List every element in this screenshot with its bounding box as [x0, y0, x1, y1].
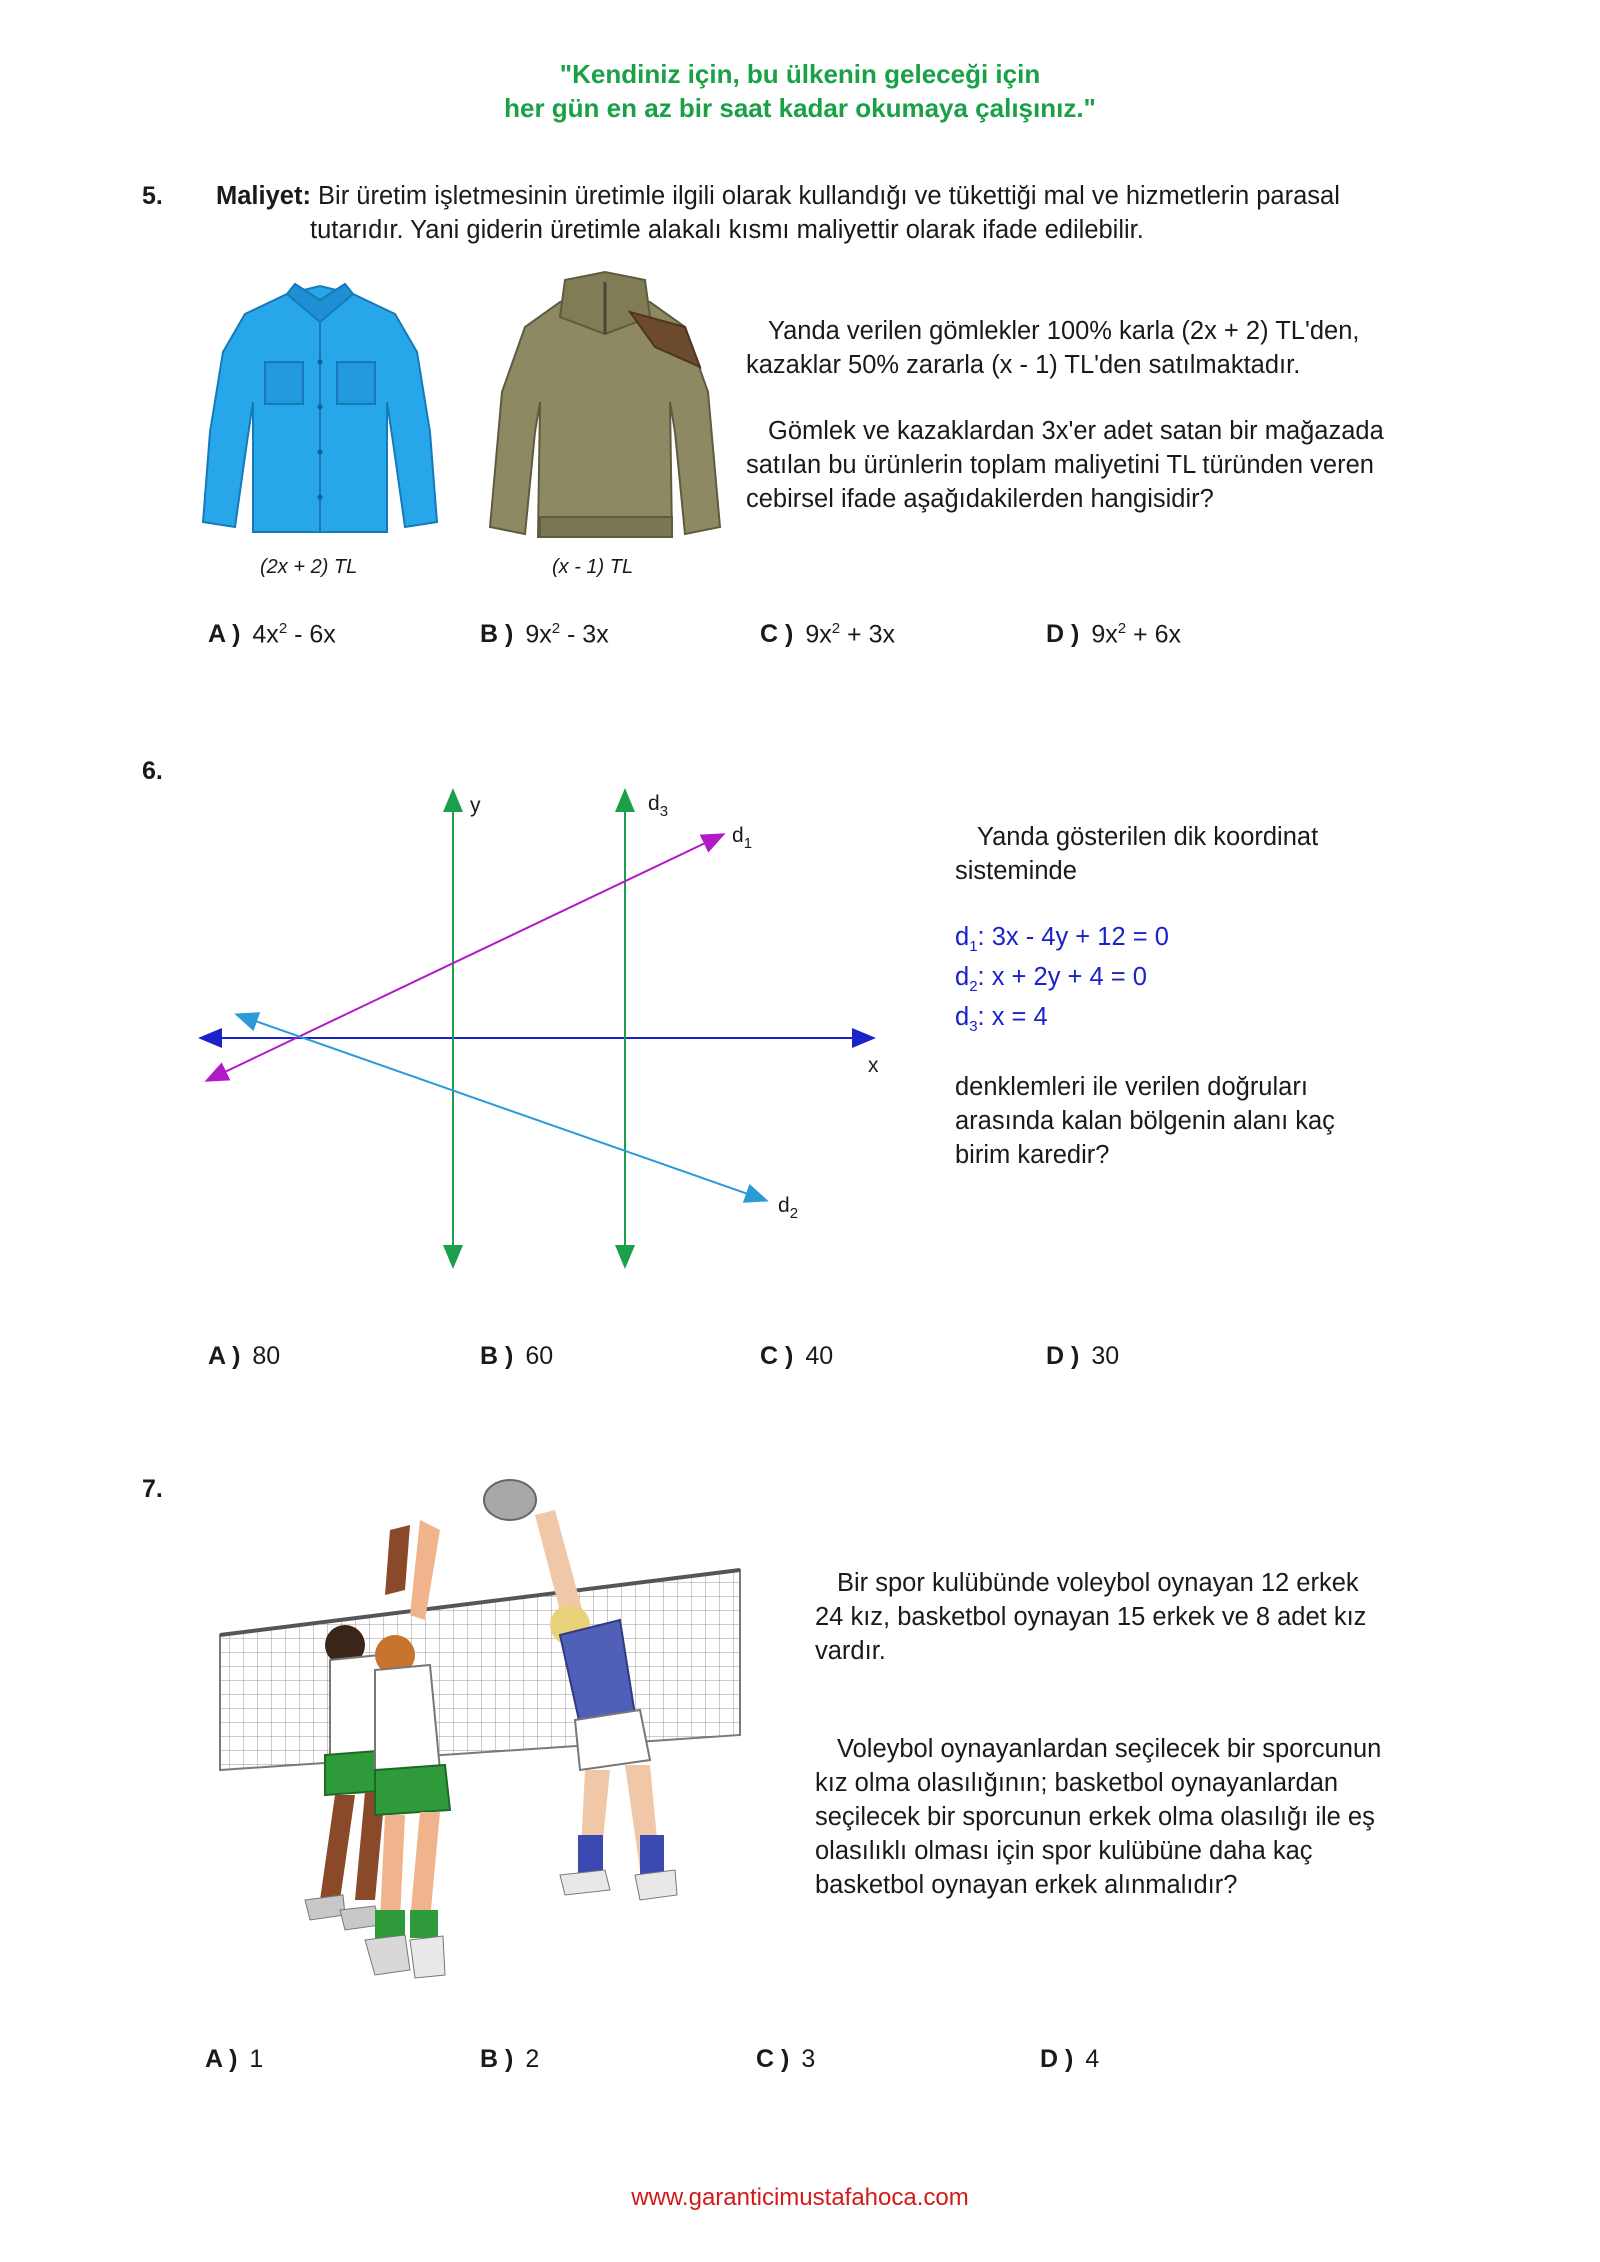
option-value: 40 — [805, 1342, 834, 1370]
q5-paragraph-1-line2: kazaklar 50% zararla (x - 1) TL'den satılmaktadır. — [746, 351, 1301, 379]
d2-label — [778, 1194, 798, 1222]
option-rest: - 3x — [560, 620, 609, 649]
eq-letter: d — [955, 1003, 970, 1031]
option-term: 9x — [805, 620, 832, 649]
q5-definition-line2: tutarıdır. Yani giderin üretimle alakalı kısmı maliyettir olarak ifade edilebilir. — [310, 216, 1144, 244]
option-letter: C ) — [760, 620, 794, 649]
motto-line-2: her gün en az bir saat kadar okumaya çalışınız." — [504, 93, 1096, 123]
q6-option-c[interactable] — [760, 1342, 833, 1371]
eq-body: : 3x - 4y + 12 = 0 — [977, 923, 1169, 951]
sweater-price-caption: (x - 1) TL — [552, 556, 634, 578]
q7-paragraph-2-line3: seçilecek bir sporcunun erkek olma olasılığı ile eş — [815, 1803, 1375, 1831]
q7-option-a[interactable] — [205, 2045, 263, 2074]
option-letter: A ) — [205, 2045, 238, 2073]
q5-paragraph-1 — [746, 314, 1446, 382]
option-letter: D ) — [1040, 2045, 1074, 2073]
volleyball-image — [215, 1470, 745, 2010]
motto-line-1: "Kendiniz için, bu ülkenin geleceği için — [559, 59, 1041, 89]
option-letter: C ) — [756, 2045, 790, 2073]
q7-paragraph-1 — [815, 1566, 1495, 1668]
line-d2 — [238, 1015, 765, 1200]
q5-option-d[interactable] — [1046, 620, 1181, 649]
option-term: 4x — [252, 620, 279, 649]
q7-option-b[interactable] — [480, 2045, 539, 2074]
option-value: 4 — [1085, 2045, 1100, 2073]
q6-intro-line1: Yanda gösterilen dik koordinat — [977, 823, 1319, 851]
d3-label-letter: d — [648, 792, 660, 815]
q7-option-c[interactable] — [756, 2045, 815, 2074]
q7-paragraph-2-line5: basketbol oynayan erkek alınmalıdır? — [815, 1871, 1238, 1899]
q5-option-b[interactable] — [480, 620, 609, 649]
shirt-price-caption: (2x + 2) TL — [260, 556, 358, 578]
option-exponent: 2 — [831, 620, 841, 637]
option-letter: C ) — [760, 1342, 794, 1370]
question-7-number: 7. — [142, 1475, 163, 1503]
q6-equation-d2 — [955, 960, 1147, 1004]
y-axis-label: y — [470, 794, 481, 817]
coordinate-graph — [190, 780, 890, 1280]
d1-label-subscript: 1 — [743, 835, 753, 852]
option-letter: B ) — [480, 2045, 514, 2073]
q6-option-a[interactable] — [208, 1342, 280, 1371]
q7-paragraph-2-line4: olasılıklı olması için spor kulübüne daha kaç — [815, 1837, 1313, 1865]
q7-paragraph-2 — [815, 1732, 1515, 1902]
eq-body: : x + 2y + 4 = 0 — [977, 963, 1147, 991]
q5-paragraph-1-line1: Yanda verilen gömlekler 100% karla (2x + 2) TL'den, — [768, 317, 1360, 345]
option-letter: A ) — [208, 620, 241, 649]
q7-paragraph-2-line2: kız olma olasılığının; basketbol oynayanlardan — [815, 1769, 1339, 1797]
option-rest: + 3x — [840, 620, 895, 649]
d2-label-letter: d — [778, 1194, 790, 1217]
q6-equation-d1 — [955, 920, 1169, 964]
q6-outro-line3: birim karedir? — [955, 1141, 1110, 1169]
option-letter: B ) — [480, 620, 514, 649]
q6-equation-d3 — [955, 1000, 1048, 1044]
q6-intro — [955, 820, 1515, 888]
d1-label-letter: d — [732, 824, 744, 847]
q7-option-d[interactable] — [1040, 2045, 1099, 2074]
option-term: 9x — [525, 620, 552, 649]
question-6-number: 6. — [142, 757, 163, 785]
q7-paragraph-2-line1: Voleybol oynayanlardan seçilecek bir sporcunun — [837, 1735, 1382, 1763]
q5-term: Maliyet: — [216, 182, 311, 210]
option-exponent: 2 — [1117, 620, 1127, 637]
option-value: 80 — [252, 1342, 281, 1370]
option-letter: A ) — [208, 1342, 241, 1370]
q5-option-c[interactable] — [760, 620, 895, 649]
q6-outro — [955, 1070, 1515, 1172]
q5-option-a[interactable] — [208, 620, 336, 649]
x-axis-label: x — [868, 1054, 879, 1077]
option-value: 2 — [525, 2045, 540, 2073]
q5-definition-line1: Bir üretim işletmesinin üretimle ilgili olarak kullandığı ve tükettiği mal ve hizmetlerin parasal — [318, 182, 1340, 210]
option-exponent: 2 — [278, 620, 288, 637]
option-value: 60 — [525, 1342, 554, 1370]
option-letter: D ) — [1046, 1342, 1080, 1370]
option-letter: B ) — [480, 1342, 514, 1370]
q6-option-d[interactable] — [1046, 1342, 1119, 1371]
option-letter: D ) — [1046, 620, 1080, 649]
q5-paragraph-2-line1: Gömlek ve kazaklardan 3x'er adet satan bir mağazada — [768, 417, 1384, 445]
q5-definition — [216, 179, 1496, 213]
option-exponent: 2 — [551, 620, 561, 637]
q5-paragraph-2-line2: satılan bu ürünlerin toplam maliyetini TL türünden veren — [746, 451, 1374, 479]
option-value: 3 — [801, 2045, 816, 2073]
q7-paragraph-1-line1: Bir spor kulübünde voleybol oynayan 12 erkek — [837, 1569, 1359, 1597]
eq-letter: d — [955, 923, 970, 951]
line-d1 — [208, 835, 722, 1080]
eq-letter: d — [955, 963, 970, 991]
shirt-image — [195, 282, 445, 544]
d3-label-subscript: 3 — [659, 803, 669, 820]
option-value: 30 — [1091, 1342, 1120, 1370]
q6-outro-line2: arasında kalan bölgenin alanı kaç — [955, 1107, 1335, 1135]
eq-subscript: 3 — [969, 1018, 978, 1036]
d2-label-subscript: 2 — [789, 1205, 799, 1222]
option-rest: - 6x — [287, 620, 336, 649]
option-value: 1 — [249, 2045, 264, 2073]
d3-label — [648, 792, 668, 820]
footer-website-link[interactable]: www.garanticimustafahoca.com — [631, 2184, 969, 2211]
q7-paragraph-1-line2: 24 kız, basketbol oynayan 15 erkek ve 8 adet kız — [815, 1603, 1367, 1631]
eq-subscript: 2 — [969, 978, 978, 996]
eq-body: : x = 4 — [977, 1003, 1048, 1031]
eq-subscript: 1 — [969, 938, 978, 956]
sweater-image — [480, 272, 730, 550]
option-rest: + 6x — [1126, 620, 1181, 649]
q6-option-b[interactable] — [480, 1342, 553, 1371]
d1-label — [732, 824, 752, 852]
question-5-number: 5. — [142, 182, 163, 210]
q5-paragraph-2 — [746, 414, 1486, 516]
q6-outro-line1: denklemleri ile verilen doğruları — [955, 1073, 1308, 1101]
q5-paragraph-2-line3: cebirsel ifade aşağıdakilerden hangisidir? — [746, 485, 1214, 513]
option-term: 9x — [1091, 620, 1118, 649]
q6-intro-line2: sisteminde — [955, 857, 1077, 885]
q7-paragraph-1-line3: vardır. — [815, 1637, 886, 1665]
